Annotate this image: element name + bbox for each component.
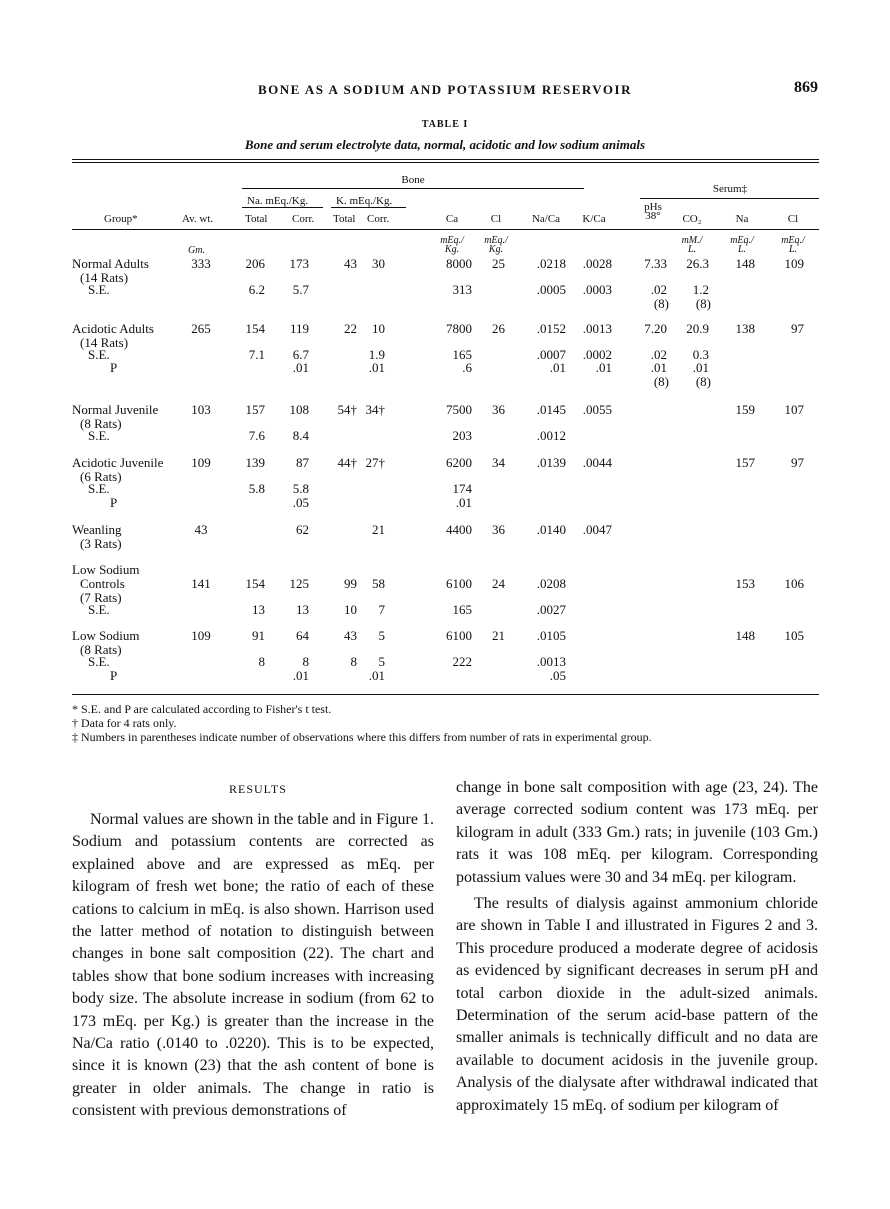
header-co2: CO₂ [682, 213, 702, 225]
row-6-co2: 0.3 [692, 347, 709, 362]
row-11-group: S.E. [88, 428, 110, 443]
header-na-total: Total [245, 213, 268, 225]
row-6-group: S.E. [88, 347, 110, 362]
row-0-naca: .0218 [536, 256, 566, 271]
header-serum-cl: Cl [787, 213, 799, 225]
row-8-co2: (8) [695, 374, 711, 389]
row-6-naca: .0007 [536, 347, 566, 362]
row-16-ca: 4400 [446, 522, 472, 537]
footnote-1: * S.E. and P are calculated according to Fisher's t test. [72, 702, 332, 716]
row-16-na-corr: 62 [296, 522, 309, 537]
row-7-ca: .6 [462, 360, 472, 375]
bone-group-rule [242, 188, 584, 189]
table-label: TABLE I [421, 119, 469, 130]
row-9-na-total: 157 [245, 402, 265, 417]
row-9-s-na: 159 [735, 402, 755, 417]
unit-avwt: Gm. [188, 245, 205, 256]
row-7-co2: .01 [692, 360, 709, 375]
unit-cl-2: Kg. [488, 244, 504, 255]
row-24-group: S.E. [88, 654, 110, 669]
row-0-na-total: 206 [245, 256, 265, 271]
row-0-k-corr: 30 [372, 256, 385, 271]
row-12-na-total: 139 [245, 455, 265, 470]
row-10-group: (8 Rats) [80, 416, 122, 431]
row-12-cl: 34 [492, 455, 505, 470]
header-ph: pHs [644, 201, 662, 213]
unit-co2-1: mM./ [681, 235, 703, 246]
row-14-na-total: 5.8 [248, 481, 265, 496]
row-19-group: Controls [80, 576, 125, 591]
row-12-k-corr: 27† [365, 455, 385, 470]
row-6-na-total: 7.1 [248, 347, 265, 362]
row-21-naca: .0027 [536, 602, 566, 617]
row-6-k-corr: 1.9 [368, 347, 385, 362]
row-2-naca: .0005 [536, 282, 566, 297]
header-serum-na: Na [735, 213, 749, 225]
row-2-ca: 313 [452, 282, 472, 297]
row-9-s-cl: 107 [784, 402, 804, 417]
row-19-s-na: 153 [735, 576, 755, 591]
body-right-column [456, 777, 818, 1117]
row-3-ph: (8) [653, 296, 669, 311]
row-7-ph: .01 [650, 360, 667, 375]
row-0-ca: 8000 [446, 256, 472, 271]
header-k-corr: Corr. [367, 213, 390, 225]
running-head: BONE AS A SODIUM AND POTASSIUM RESERVOIR [258, 82, 632, 97]
row-9-cl: 36 [492, 402, 505, 417]
header-k: K. mEq./Kg. [336, 195, 393, 207]
header-avwt: Av. wt. [182, 213, 214, 225]
row-12-kca: .0044 [582, 455, 612, 470]
table-bottom-rule [72, 694, 819, 695]
row-24-ca: 222 [452, 654, 472, 669]
row-2-na-total: 6.2 [248, 282, 265, 297]
serum-group-rule [640, 198, 819, 199]
row-0-cl: 25 [492, 256, 505, 271]
row-25-naca: .05 [549, 668, 566, 683]
row-19-s-cl: 106 [784, 576, 804, 591]
row-24-k-corr: 5 [378, 654, 385, 669]
row-4-group: Acidotic Adults [72, 321, 154, 336]
left-paragraph: Normal values are shown in the table and in Figure 1. Sodium and potassium contents are corrected as explained above and are expressed as mEq. per kilogram of fresh wet bone; the ratio of each of these cations to calcium in mEq. is also shown. Harrison used the latter method of notation to distinguish between changes in bone salt composition (22). The chart and tables show that bone sodium increases with increasing body size. The absolute increase in sodium (from 62 to 173 mEq. per Kg.) is greater than the increase in the Na/Ca ratio (.0140 to .0220). This is to be expected, since it is known (23) that the ash content of bone is greater in older animals. The change in ratio is consistent with previous demonstrations of [72, 811, 434, 1120]
row-4-k-corr: 10 [372, 321, 385, 336]
page-number: 869 [794, 79, 818, 96]
right-paragraph-2: The results of dialysis against ammonium chloride are shown in Table I and illustrated in Figures 2 and 3. This procedure produced a moderate degree of acidosis as evidenced by significant decreases in serum pH and total carbon dioxide in the adult-sized animals. Determination of the serum acid-base pattern of the smaller animals is technically difficult and no data are available to document acidosis in the juvenile group. Analysis of the dialysate after withdrawal indicated that approximately 15 mEq. of sodium per kilogram of [456, 895, 818, 1114]
row-15-group: P [110, 495, 118, 510]
row-25-na-corr: .01 [292, 668, 309, 683]
table-top-rule-2 [72, 162, 819, 163]
footnote-3: ‡ Numbers in parentheses indicate number of observations where this differs from number of rats in experimental group. [72, 730, 652, 744]
row-9-group: Normal Juvenile [72, 402, 159, 417]
row-6-kca: .0002 [582, 347, 612, 362]
row-19-ca: 6100 [446, 576, 472, 591]
row-22-group: Low Sodium [72, 628, 140, 643]
row-21-k-total: 10 [344, 602, 357, 617]
row-16-kca: .0047 [582, 522, 612, 537]
row-11-na-corr: 8.4 [292, 428, 309, 443]
row-0-k-total: 43 [344, 256, 357, 271]
row-1-group: (14 Rats) [80, 270, 129, 285]
row-6-na-corr: 6.7 [292, 347, 309, 362]
row-0-avwt: 333 [191, 256, 211, 271]
header-ca: Ca [445, 213, 459, 225]
row-16-k-corr: 21 [372, 522, 385, 537]
header-naca: Na/Ca [531, 213, 561, 225]
row-4-k-total: 22 [344, 321, 357, 336]
row-22-na-corr: 64 [296, 628, 309, 643]
row-7-group: P [110, 360, 118, 375]
header-na-corr: Corr. [292, 213, 315, 225]
footnote-2: † Data for 4 rats only. [72, 716, 177, 730]
body-left-column [72, 809, 434, 1123]
row-5-group: (14 Rats) [80, 335, 129, 350]
row-19-cl: 24 [492, 576, 505, 591]
row-24-k-total: 8 [350, 654, 357, 669]
row-4-ca: 7800 [446, 321, 472, 336]
row-9-ca: 7500 [446, 402, 472, 417]
row-16-avwt: 43 [194, 522, 208, 537]
row-12-group: Acidotic Juvenile [72, 455, 164, 470]
row-24-na-corr: 8 [302, 654, 309, 669]
row-2-ph: .02 [650, 282, 667, 297]
row-14-ca: 174 [452, 481, 472, 496]
row-19-avwt: 141 [191, 576, 211, 591]
row-20-group: (7 Rats) [80, 590, 122, 605]
row-12-k-total: 44† [337, 455, 357, 470]
row-22-na-total: 91 [252, 628, 265, 643]
row-7-na-corr: .01 [292, 360, 309, 375]
right-paragraph-1: change in bone salt composition with age (23, 24). The average corrected sodium content was 173 mEq. per kilogram in adult (333 Gm.) rats; in juvenile (103 Gm.) rats it was 108 mEq. per kilogram. Corresponding potassium values were 30 and 34 mEq. per kilogram. [456, 779, 818, 886]
row-21-na-corr: 13 [296, 602, 309, 617]
row-12-ca: 6200 [446, 455, 472, 470]
header-kca: K/Ca [582, 213, 606, 225]
table-caption: Bone and serum electrolyte data, normal, acidotic and low sodium animals [244, 137, 646, 152]
row-25-k-corr: .01 [368, 668, 385, 683]
row-11-na-total: 7.6 [248, 428, 265, 443]
header-k-total: Total [333, 213, 356, 225]
row-22-naca: .0105 [536, 628, 566, 643]
row-19-naca: .0208 [536, 576, 566, 591]
row-22-ca: 6100 [446, 628, 472, 643]
row-4-s-cl: 97 [791, 321, 804, 336]
row-4-cl: 26 [492, 321, 505, 336]
row-8-ph: (8) [653, 374, 669, 389]
row-14-na-corr: 5.8 [292, 481, 309, 496]
row-14-group: S.E. [88, 481, 110, 496]
row-4-na-corr: 119 [289, 321, 309, 336]
header-cl: Cl [490, 213, 502, 225]
row-11-naca: .0012 [536, 428, 566, 443]
row-0-s-cl: 109 [784, 256, 804, 271]
row-0-na-corr: 173 [289, 256, 309, 271]
row-2-kca: .0003 [582, 282, 612, 297]
row-4-na-total: 154 [245, 321, 265, 336]
row-21-k-corr: 7 [378, 602, 385, 617]
unit-cl-1: mEq./ [484, 235, 508, 246]
row-16-cl: 36 [492, 522, 505, 537]
unit-ca-2: Kg. [444, 244, 460, 255]
row-9-k-total: 54† [337, 402, 357, 417]
row-13-group: (6 Rats) [80, 469, 122, 484]
table-top-rule [72, 159, 819, 160]
row-9-kca: .0055 [582, 402, 612, 417]
header-bone: Bone [401, 174, 425, 186]
row-9-avwt: 103 [191, 402, 211, 417]
row-12-avwt: 109 [191, 455, 211, 470]
row-24-naca: .0013 [536, 654, 566, 669]
row-12-s-cl: 97 [791, 455, 804, 470]
header-bottom-rule [72, 229, 819, 230]
row-22-k-total: 43 [344, 628, 357, 643]
row-19-k-total: 99 [344, 576, 357, 591]
header-group: Group* [104, 213, 138, 225]
row-19-k-corr: 58 [372, 576, 385, 591]
row-0-ph: 7.33 [644, 256, 667, 271]
row-22-s-na: 148 [735, 628, 755, 643]
unit-ca-1: mEq./ [440, 235, 464, 246]
row-4-s-na: 138 [735, 321, 755, 336]
unit-serum-cl-2: L. [788, 244, 798, 255]
row-21-group: S.E. [88, 602, 110, 617]
row-19-na-total: 154 [245, 576, 265, 591]
row-2-na-corr: 5.7 [292, 282, 309, 297]
row-23-group: (8 Rats) [80, 642, 122, 657]
row-2-co2: 1.2 [692, 282, 709, 297]
row-16-group: Weanling [72, 522, 122, 537]
row-0-group: Normal Adults [72, 256, 149, 271]
row-15-na-corr: .05 [292, 495, 309, 510]
row-11-ca: 203 [452, 428, 472, 443]
row-22-k-corr: 5 [378, 628, 385, 643]
row-9-naca: .0145 [536, 402, 566, 417]
unit-serum-cl-1: mEq./ [781, 235, 805, 246]
row-9-na-corr: 108 [289, 402, 309, 417]
row-21-ca: 165 [452, 602, 472, 617]
header-serum: Serum‡ [712, 183, 748, 195]
unit-serum-na-2: L. [737, 244, 747, 255]
row-7-naca: .01 [549, 360, 566, 375]
unit-co2-2: L. [687, 244, 697, 255]
row-7-kca: .01 [595, 360, 612, 375]
unit-serum-na-1: mEq./ [730, 235, 754, 246]
row-4-co2: 20.9 [686, 321, 709, 336]
row-7-k-corr: .01 [368, 360, 385, 375]
row-22-avwt: 109 [191, 628, 211, 643]
row-22-cl: 21 [492, 628, 505, 643]
row-0-s-na: 148 [735, 256, 755, 271]
row-4-naca: .0152 [536, 321, 566, 336]
row-18-group: Low Sodium [72, 562, 140, 577]
row-4-kca: .0013 [582, 321, 612, 336]
row-3-co2: (8) [695, 296, 711, 311]
row-15-ca: .01 [455, 495, 472, 510]
row-12-s-na: 157 [735, 455, 755, 470]
header-na: Na. mEq./Kg. [247, 195, 309, 207]
row-24-na-total: 8 [258, 654, 265, 669]
row-4-avwt: 265 [191, 321, 211, 336]
header-ph-temp: 38° [645, 210, 661, 222]
section-heading-results: RESULTS [229, 782, 287, 796]
row-12-na-corr: 87 [296, 455, 309, 470]
row-25-group: P [110, 668, 118, 683]
row-0-co2: 26.3 [686, 256, 709, 271]
row-16-naca: .0140 [536, 522, 566, 537]
row-22-s-cl: 105 [784, 628, 804, 643]
row-6-ph: .02 [650, 347, 667, 362]
row-21-na-total: 13 [252, 602, 265, 617]
row-0-kca: .0028 [582, 256, 612, 271]
row-9-k-corr: 34† [365, 402, 385, 417]
row-19-na-corr: 125 [289, 576, 309, 591]
row-4-ph: 7.20 [644, 321, 667, 336]
row-12-naca: .0139 [536, 455, 566, 470]
row-2-group: S.E. [88, 282, 110, 297]
row-6-ca: 165 [452, 347, 472, 362]
row-17-group: (3 Rats) [80, 536, 122, 551]
